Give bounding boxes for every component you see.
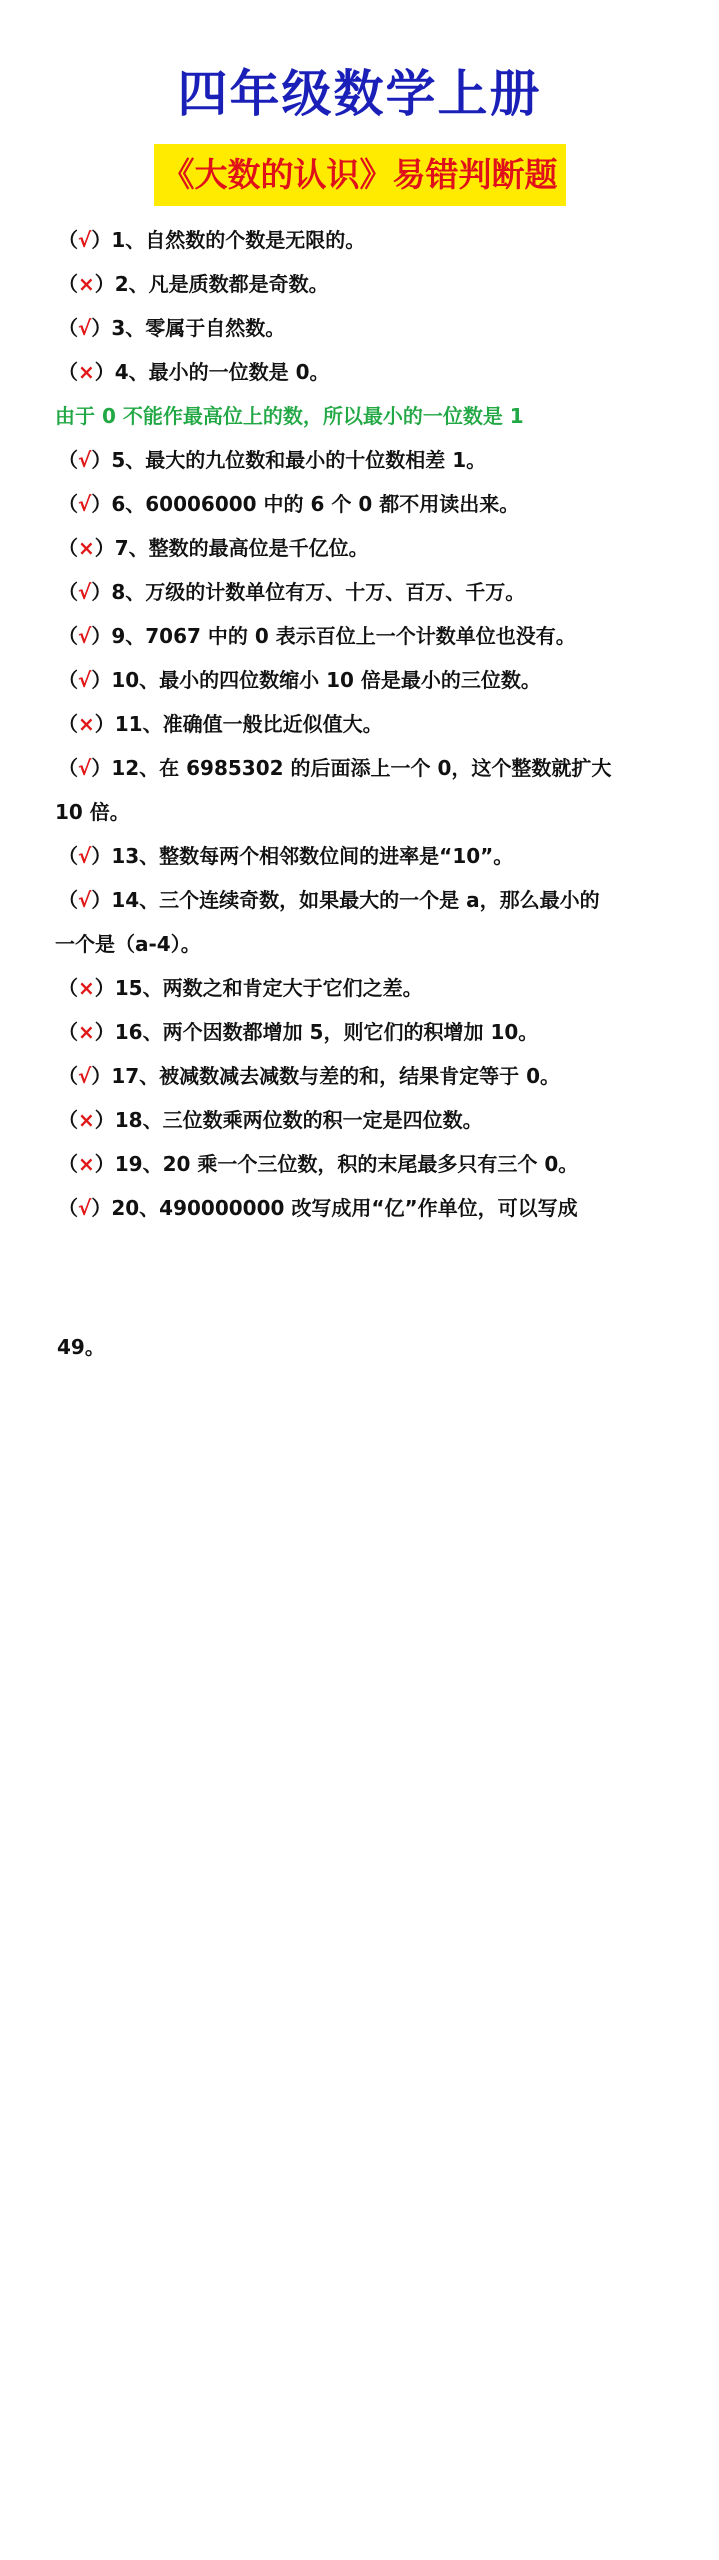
question-text-continued: 一个是（a-4）。 [55, 932, 201, 956]
check-mark-icon: √ [78, 844, 92, 868]
question-item [58, 834, 670, 878]
answer-mark [58, 756, 111, 780]
question-text: 6、60006000 中的 6 个 0 都不用读出来。 [111, 492, 520, 516]
cross-mark-icon: × [78, 976, 95, 1000]
question-item [58, 658, 670, 702]
question-text: 10、最小的四位数缩小 10 倍是最小的三位数。 [111, 668, 541, 692]
cross-mark-icon: × [78, 360, 95, 384]
check-mark-icon: √ [78, 228, 92, 252]
paren-open: （ [58, 580, 78, 604]
paren-close: ） [94, 1108, 115, 1132]
question-text: 9、7067 中的 0 表示百位上一个计数单位也没有。 [111, 624, 576, 648]
paren-close: ） [91, 624, 112, 648]
check-mark-icon: √ [78, 756, 92, 780]
paren-close: ） [91, 492, 112, 516]
answer-mark [58, 448, 111, 472]
paren-close: ） [94, 976, 115, 1000]
question-text: 4、最小的一位数是 0。 [114, 360, 330, 384]
page-title: 四年级数学上册 [177, 65, 542, 123]
paren-open: （ [58, 316, 78, 340]
paren-open: （ [58, 228, 78, 252]
answer-mark [58, 1152, 115, 1176]
question-item [58, 482, 670, 526]
question-text: 18、三位数乘两位数的积一定是四位数。 [114, 1108, 483, 1132]
paren-close: ） [91, 888, 112, 912]
question-text: 14、三个连续奇数，如果最大的一个是 a，那么最小的 [111, 888, 600, 912]
question-item [58, 526, 670, 570]
check-mark-icon: √ [78, 492, 92, 516]
cross-mark-icon: × [78, 1152, 95, 1176]
answer-mark [58, 316, 111, 340]
question-text: 8、万级的计数单位有万、十万、百万、千万。 [111, 580, 526, 604]
question-text: 20、490000000 改写成用“亿”作单位，可以写成 [111, 1196, 578, 1220]
cross-mark-icon: × [78, 712, 95, 736]
check-mark-icon: √ [78, 448, 92, 472]
paren-close: ） [91, 580, 112, 604]
question-text: 11、准确值一般比近似值大。 [114, 712, 383, 736]
paren-open: （ [58, 844, 78, 868]
check-mark-icon: √ [78, 580, 92, 604]
question-text: 7、整数的最高位是千亿位。 [114, 536, 369, 560]
cross-mark-icon: × [78, 536, 95, 560]
question-text: 15、两数之和肯定大于它们之差。 [114, 976, 423, 1000]
question-item [58, 702, 670, 746]
paren-close: ） [91, 1196, 112, 1220]
question-text: 5、最大的九位数和最小的十位数相差 1。 [111, 448, 487, 472]
cross-mark-icon: × [78, 272, 95, 296]
paren-open: （ [58, 272, 78, 296]
paren-close: ） [91, 844, 112, 868]
answer-mark [58, 272, 115, 296]
question-text: 2、凡是质数都是奇数。 [114, 272, 329, 296]
answer-mark [58, 492, 111, 516]
paren-open: （ [58, 1152, 78, 1176]
answer-mark [58, 976, 115, 1000]
question-item [58, 1010, 670, 1054]
answer-mark [58, 536, 115, 560]
paren-close: ） [91, 668, 112, 692]
answer-mark [58, 624, 111, 648]
paren-close: ） [91, 228, 112, 252]
paren-close: ） [94, 712, 115, 736]
answer-mark [58, 360, 115, 384]
paren-close: ） [94, 536, 115, 560]
paren-open: （ [58, 360, 78, 384]
answer-mark [58, 888, 111, 912]
question-text: 12、在 6985302 的后面添上一个 0，这个整数就扩大 [111, 756, 612, 780]
question-item [58, 350, 670, 394]
cross-mark-icon: × [78, 1020, 95, 1044]
check-mark-icon: √ [78, 888, 92, 912]
answer-mark [58, 668, 111, 692]
answer-mark [58, 1064, 111, 1088]
paren-open: （ [58, 1020, 78, 1044]
cross-mark-icon: × [78, 1108, 95, 1132]
check-mark-icon: √ [78, 316, 92, 340]
question-item [58, 1054, 670, 1098]
question-text: 16、两个因数都增加 5，则它们的积增加 10。 [114, 1020, 539, 1044]
question-item [58, 438, 670, 482]
question-text: 3、零属于自然数。 [111, 316, 286, 340]
paren-close: ） [94, 1152, 115, 1176]
question-item [58, 966, 670, 1010]
paren-open: （ [58, 536, 78, 560]
paren-open: （ [58, 976, 78, 1000]
question-item [58, 1142, 670, 1186]
question-item [58, 262, 670, 306]
paren-open: （ [58, 624, 78, 648]
paren-open: （ [58, 888, 78, 912]
question-item [58, 746, 670, 790]
question-list [55, 218, 670, 1230]
question-text: 17、被减数减去减数与差的和，结果肯定等于 0。 [111, 1064, 561, 1088]
paren-close: ） [91, 316, 112, 340]
answer-tail: 49。 [57, 1335, 105, 1359]
check-mark-icon: √ [78, 624, 92, 648]
paren-close: ） [94, 1020, 115, 1044]
question-item [58, 218, 670, 262]
paren-close: ） [91, 756, 112, 780]
answer-mark [58, 1020, 115, 1044]
check-mark-icon: √ [78, 668, 92, 692]
question-item [58, 1098, 670, 1142]
question-item [58, 306, 670, 350]
check-mark-icon: √ [78, 1196, 92, 1220]
paren-close: ） [91, 1064, 112, 1088]
paren-open: （ [58, 492, 78, 516]
paren-close: ） [94, 272, 115, 296]
answer-mark [58, 844, 111, 868]
answer-mark [58, 1108, 115, 1132]
subtitle: 《大数的认识》易错判断题 [154, 144, 566, 206]
question-text-continued: 10 倍。 [55, 800, 130, 824]
question-item [58, 570, 670, 614]
subtitle-banner [0, 144, 719, 206]
question-text: 19、20 乘一个三位数，积的末尾最多只有三个 0。 [114, 1152, 579, 1176]
check-mark-icon: √ [78, 1064, 92, 1088]
question-text: 1、自然数的个数是无限的。 [111, 228, 366, 252]
question-text: 13、整数每两个相邻数位间的进率是“10”。 [111, 844, 514, 868]
question-item [58, 1186, 670, 1230]
question-item [58, 878, 670, 922]
paren-open: （ [58, 668, 78, 692]
paren-open: （ [58, 448, 78, 472]
paren-open: （ [58, 1064, 78, 1088]
question-item [58, 614, 670, 658]
paren-open: （ [58, 1196, 78, 1220]
paren-close: ） [94, 360, 115, 384]
answer-mark [58, 580, 111, 604]
explanation-note: 由于 0 不能作最高位上的数，所以最小的一位数是 1 [55, 404, 524, 428]
paren-open: （ [58, 712, 78, 736]
paren-close: ） [91, 448, 112, 472]
paren-open: （ [58, 756, 78, 780]
answer-mark [58, 1196, 111, 1220]
paren-open: （ [58, 1108, 78, 1132]
answer-mark [58, 712, 115, 736]
answer-mark [58, 228, 111, 252]
